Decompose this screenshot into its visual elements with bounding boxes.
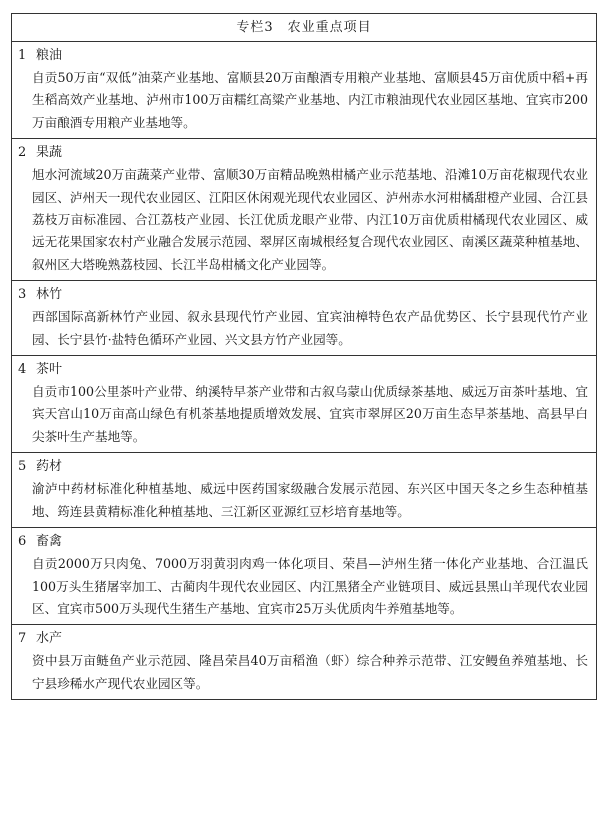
section-name: 水产 xyxy=(36,631,63,647)
section-number: 6 xyxy=(18,534,27,550)
section-aquatic xyxy=(12,625,596,699)
section-livestock xyxy=(12,528,596,625)
section-herbs xyxy=(12,453,596,528)
section-number: 4 xyxy=(18,362,27,378)
section-name: 茶叶 xyxy=(36,362,63,378)
project-table xyxy=(11,13,597,700)
section-content: 旭水河流域20万亩蔬菜产业带、富顺30万亩精品晚熟柑橘产业示范基地、沿滩10万亩花椒现代农业园区、泸州天一现代农业园区、江阳区休闲观光现代农业园区、泸州赤水河柑橘甜橙产业园、合江县荔枝万亩标准园、合江荔枝产业园、长江优质龙眼产业带、内江10万亩优质柑橘现代农业园区、威远无花果国家农村产业融合发展示范园、翠屏区南城根经复合现代农业园区、南溪区蔬菜种植基地、叙州区大塔晚熟荔枝园、长江半岛柑橘文化产业园等。 xyxy=(32,167,588,272)
section-header xyxy=(18,628,590,650)
section-number: 2 xyxy=(18,145,27,161)
section-number: 1 xyxy=(18,48,27,63)
document-page xyxy=(11,13,597,700)
section-number: 5 xyxy=(18,459,27,475)
section-content: 自贡50万亩“双低”油菜产业基地、富顺县20万亩酿酒专用粮产业基地、富顺县45万亩优质中稻+再生稻高效产业基地、泸州市100万亩糯红高粱产业基地、内江市粮油现代农业园区基地、宜宾市200万亩酿酒专用粮产业基地等。 xyxy=(32,70,588,130)
section-header xyxy=(18,284,590,306)
table-title: 专栏3 农业重点项目 xyxy=(12,14,596,42)
section-header xyxy=(18,531,590,553)
section-name: 粮油 xyxy=(36,48,63,63)
section-content: 资中县万亩鲢鱼产业示范园、隆昌荣昌40万亩稻渔（虾）综合种养示范带、江安鳗鱼养殖基地、长宁县珍稀水产现代农业园区等。 xyxy=(32,653,588,691)
section-header xyxy=(18,45,590,67)
section-header xyxy=(18,359,590,381)
section-name: 林竹 xyxy=(36,287,63,303)
section-name: 果蔬 xyxy=(36,145,63,161)
section-grain-oil xyxy=(12,42,596,139)
section-tea xyxy=(12,356,596,453)
section-header xyxy=(18,142,590,164)
section-content: 自贡市100公里茶叶产业带、纳溪特早茶产业带和古叙乌蒙山优质绿茶基地、威远万亩茶叶基地、宜宾天宫山10万亩高山绿色有机茶基地提质增效发展、宜宾市翠屏区20万亩生态早茶基地、高县早白尖茶叶生产基地等。 xyxy=(32,384,588,444)
section-number: 7 xyxy=(18,631,27,647)
section-name: 畜禽 xyxy=(36,534,63,550)
section-fruit-vegetable xyxy=(12,139,596,281)
section-name: 药材 xyxy=(36,459,63,475)
section-content: 自贡2000万只肉兔、7000万羽黄羽肉鸡一体化项目、荣昌—泸州生猪一体化产业基地、合江温氏100万头生猪屠宰加工、古蔺肉牛现代农业园区、内江黑猪全产业链项目、威远县黑山羊现代农业园区、宜宾市500万头现代生猪生产基地、宜宾市25万头优质肉牛养殖基地等。 xyxy=(32,556,588,616)
section-content: 渝泸中药材标准化种植基地、威远中医药国家级融合发展示范园、东兴区中国天冬之乡生态种植基地、筠连县黄精标准化种植基地、三江新区亚源红豆杉培育基地等。 xyxy=(32,481,588,519)
section-number: 3 xyxy=(18,287,27,303)
section-content: 西部国际高新林竹产业园、叙永县现代竹产业园、宜宾油樟特色农产品优势区、长宁县现代竹产业园、长宁县竹·盐特色循环产业园、兴文县方竹产业园等。 xyxy=(32,309,588,347)
section-header xyxy=(18,456,590,478)
section-forest-bamboo xyxy=(12,281,596,356)
